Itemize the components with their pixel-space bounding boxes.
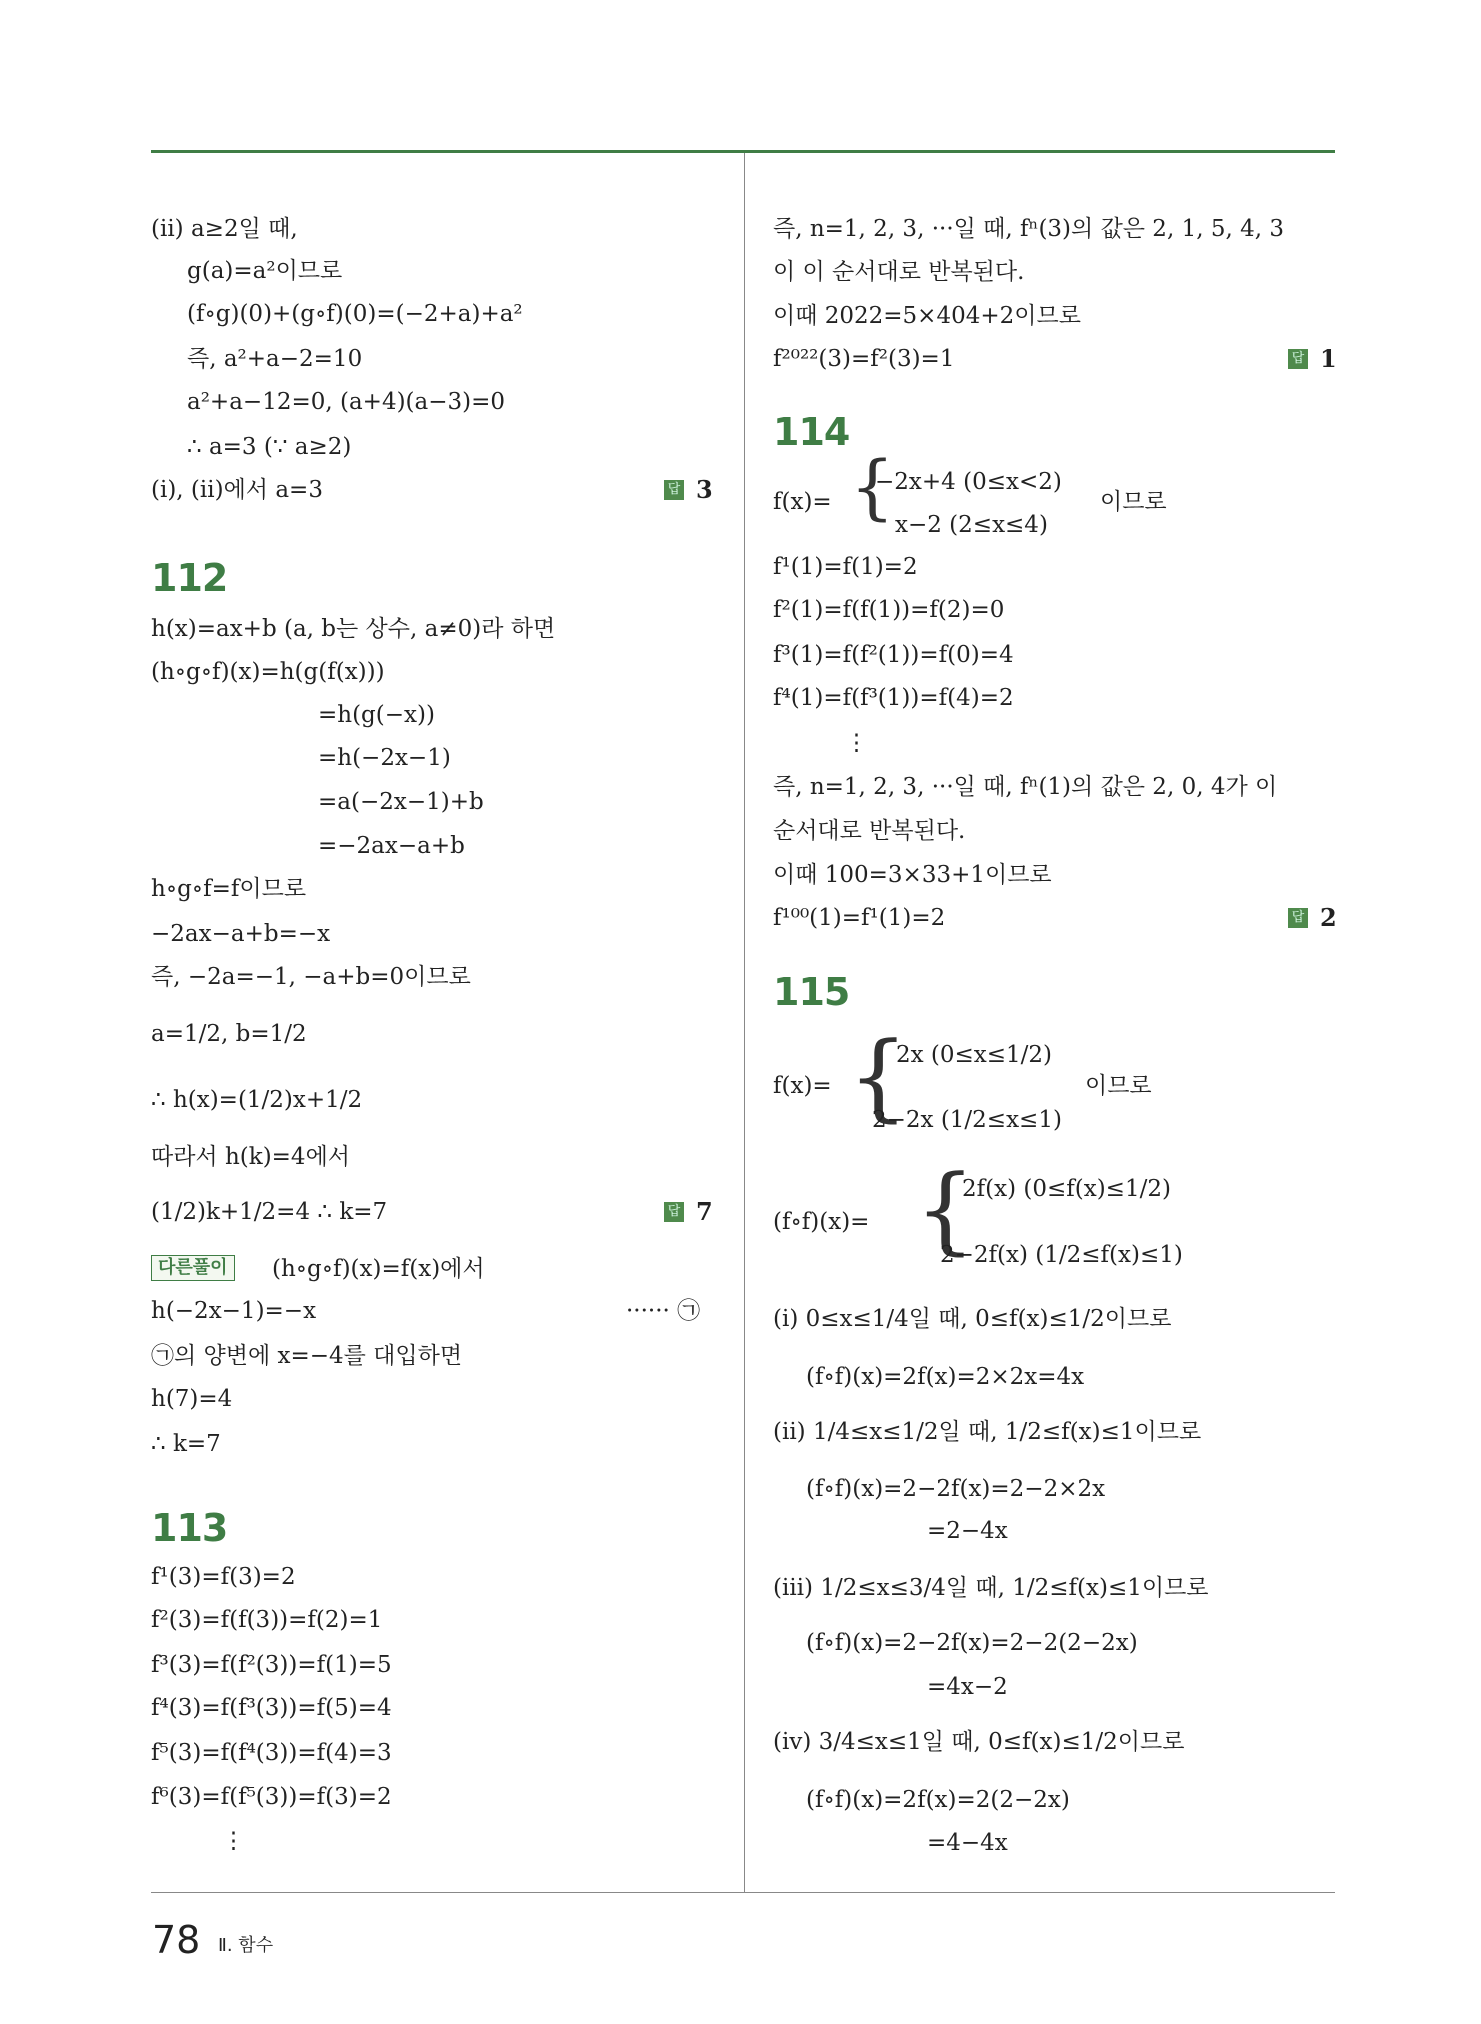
answer-badge-icon: 답 bbox=[1288, 908, 1308, 928]
text-line: (ⅲ) 1/2≤x≤3/4일 때, 1/2≤f(x)≤1이므로 bbox=[773, 1575, 1209, 1601]
text-line: 즉, n=1, 2, 3, ···일 때, fⁿ(3)의 값은 2, 1, 5, 4, 3 bbox=[773, 216, 1284, 242]
text-line: (f∘f)(x)=2f(x)=2×2x=4x bbox=[806, 1364, 1085, 1390]
problem-number: 115 bbox=[773, 970, 850, 1014]
text-line: f²(1)=f(f(1))=f(2)=0 bbox=[773, 597, 1005, 623]
text-line: (f∘f)(x)= bbox=[773, 1209, 870, 1235]
text-line: (ⅳ) 3/4≤x≤1일 때, 0≤f(x)≤1/2이므로 bbox=[773, 1729, 1185, 1755]
text-line: ⋮ bbox=[845, 730, 868, 756]
text-line: f¹⁰⁰(1)=f¹(1)=2 bbox=[773, 905, 946, 931]
text-line: f⁶(3)=f(f⁵(3))=f(3)=2 bbox=[151, 1784, 392, 1810]
text-line: 즉, n=1, 2, 3, ···일 때, fⁿ(1)의 값은 2, 0, 4가 이 bbox=[773, 774, 1278, 800]
text-line: f⁴(3)=f(f³(3))=f(5)=4 bbox=[151, 1695, 392, 1721]
text-line: 이므로 bbox=[1085, 1073, 1152, 1099]
text-line: =h(g(−x)) bbox=[318, 702, 435, 728]
text-line: (f∘f)(x)=2−2f(x)=2−2×2x bbox=[806, 1476, 1106, 1502]
answer-badge-icon: 답 bbox=[1288, 349, 1308, 369]
answer-badge-icon: 답 bbox=[664, 480, 684, 500]
page-number: 78 bbox=[152, 1918, 201, 1962]
text-line: =4x−2 bbox=[927, 1674, 1008, 1700]
problem-number: 114 bbox=[773, 410, 850, 454]
text-line: f³(3)=f(f²(3))=f(1)=5 bbox=[151, 1652, 392, 1678]
text-line: 이 이 순서대로 반복된다. bbox=[773, 259, 1025, 285]
equation-marker: ······ ㉠ bbox=[626, 1298, 701, 1324]
text-line: 이때 100=3×33+1이므로 bbox=[773, 862, 1052, 888]
problem-number: 113 bbox=[151, 1506, 228, 1550]
text-line: 즉, a²+a−2=10 bbox=[187, 346, 363, 372]
text-line: (h∘g∘f)(x)=h(g(f(x))) bbox=[151, 659, 385, 685]
answer-value: 1 bbox=[1320, 344, 1337, 373]
text-line: 이때 2022=5×404+2이므로 bbox=[773, 303, 1081, 329]
top-rule bbox=[151, 150, 1335, 153]
answer-value: 7 bbox=[696, 1197, 713, 1226]
text-line: =4−4x bbox=[927, 1830, 1008, 1856]
text-line: h∘g∘f=f이므로 bbox=[151, 876, 307, 902]
text-line: (1/2)k+1/2=4 ∴ k=7 bbox=[151, 1199, 388, 1225]
text-line: =h(−2x−1) bbox=[318, 745, 451, 771]
text-line: ㉠의 양변에 x=−4를 대입하면 bbox=[151, 1343, 463, 1369]
brace: { bbox=[915, 1155, 976, 1265]
text-line: f³(1)=f(f²(1))=f(0)=4 bbox=[773, 642, 1014, 668]
text-line: f¹(1)=f(1)=2 bbox=[773, 554, 918, 580]
text-line: 따라서 h(k)=4에서 bbox=[151, 1144, 351, 1170]
text-line: 순서대로 반복된다. bbox=[773, 818, 966, 844]
chapter-label: Ⅱ. 함수 bbox=[218, 1935, 274, 1956]
text-line: f²⁰²²(3)=f²(3)=1 bbox=[773, 346, 955, 372]
problem-number: 112 bbox=[151, 556, 228, 600]
text-line: (ⅰ) 0≤x≤1/4일 때, 0≤f(x)≤1/2이므로 bbox=[773, 1306, 1172, 1332]
text-line: f⁵(3)=f(f⁴(3))=f(4)=3 bbox=[151, 1740, 392, 1766]
case-line: 2x (0≤x≤1/2) bbox=[896, 1042, 1053, 1068]
text-line: h(7)=4 bbox=[151, 1386, 233, 1412]
case-line: x−2 (2≤x≤4) bbox=[895, 512, 1048, 538]
case-line: 2−2x (1/2≤x≤1) bbox=[872, 1107, 1062, 1133]
text-line: −2ax−a+b=−x bbox=[151, 921, 331, 947]
text-line: ∴ k=7 bbox=[151, 1431, 221, 1457]
text-line: =−2ax−a+b bbox=[318, 833, 465, 859]
text-line: (ⅱ) 1/4≤x≤1/2일 때, 1/2≤f(x)≤1이므로 bbox=[773, 1419, 1202, 1445]
column-divider bbox=[744, 153, 745, 1893]
brace: { bbox=[848, 1022, 909, 1132]
text-line: (f∘f)(x)=2f(x)=2(2−2x) bbox=[806, 1787, 1070, 1813]
answer-badge-icon: 답 bbox=[664, 1202, 684, 1222]
text-line: (f∘f)(x)=2−2f(x)=2−2(2−2x) bbox=[806, 1630, 1138, 1656]
text-line: h(x)=ax+b (a, b는 상수, a≠0)라 하면 bbox=[151, 616, 556, 642]
text-line: f¹(3)=f(3)=2 bbox=[151, 1564, 296, 1590]
answer-value: 3 bbox=[696, 475, 713, 504]
bottom-rule bbox=[151, 1892, 1335, 1893]
case-line: 2f(x) (0≤f(x)≤1/2) bbox=[962, 1176, 1171, 1202]
brace: { bbox=[850, 446, 895, 528]
text-line: =2−4x bbox=[927, 1518, 1008, 1544]
alternate-solution-label: 다른풀이 bbox=[151, 1255, 235, 1281]
text-line: ∴ h(x)=(1/2)x+1/2 bbox=[151, 1087, 363, 1113]
text-line: 즉, −2a=−1, −a+b=0이므로 bbox=[151, 964, 471, 990]
text-line: h(−2x−1)=−x bbox=[151, 1298, 317, 1324]
case-line: −2x+4 (0≤x<2) bbox=[875, 469, 1062, 495]
case-line: 2−2f(x) (1/2≤f(x)≤1) bbox=[940, 1242, 1183, 1268]
text-line: ∴ a=3 (∵ a≥2) bbox=[187, 434, 352, 460]
text-line: (ⅰ), (ⅱ)에서 a=3 bbox=[151, 477, 323, 503]
text-line: f(x)= bbox=[773, 1073, 832, 1099]
answer-value: 2 bbox=[1320, 903, 1337, 932]
text-line: f(x)= bbox=[773, 489, 832, 515]
text-line: (h∘g∘f)(x)=f(x)에서 bbox=[272, 1256, 485, 1282]
text-line: =a(−2x−1)+b bbox=[318, 789, 484, 815]
text-line: (ⅱ) a≥2일 때, bbox=[151, 216, 298, 242]
text-line: f²(3)=f(f(3))=f(2)=1 bbox=[151, 1607, 383, 1633]
text-line: 이므로 bbox=[1100, 489, 1167, 515]
text-line: (f∘g)(0)+(g∘f)(0)=(−2+a)+a² bbox=[187, 301, 523, 327]
text-line: g(a)=a²이므로 bbox=[187, 258, 343, 284]
text-line: f⁴(1)=f(f³(1))=f(4)=2 bbox=[773, 685, 1014, 711]
text-line: a=1/2, b=1/2 bbox=[151, 1021, 307, 1047]
text-line: a²+a−12=0, (a+4)(a−3)=0 bbox=[187, 389, 506, 415]
text-line: ⋮ bbox=[222, 1828, 245, 1854]
